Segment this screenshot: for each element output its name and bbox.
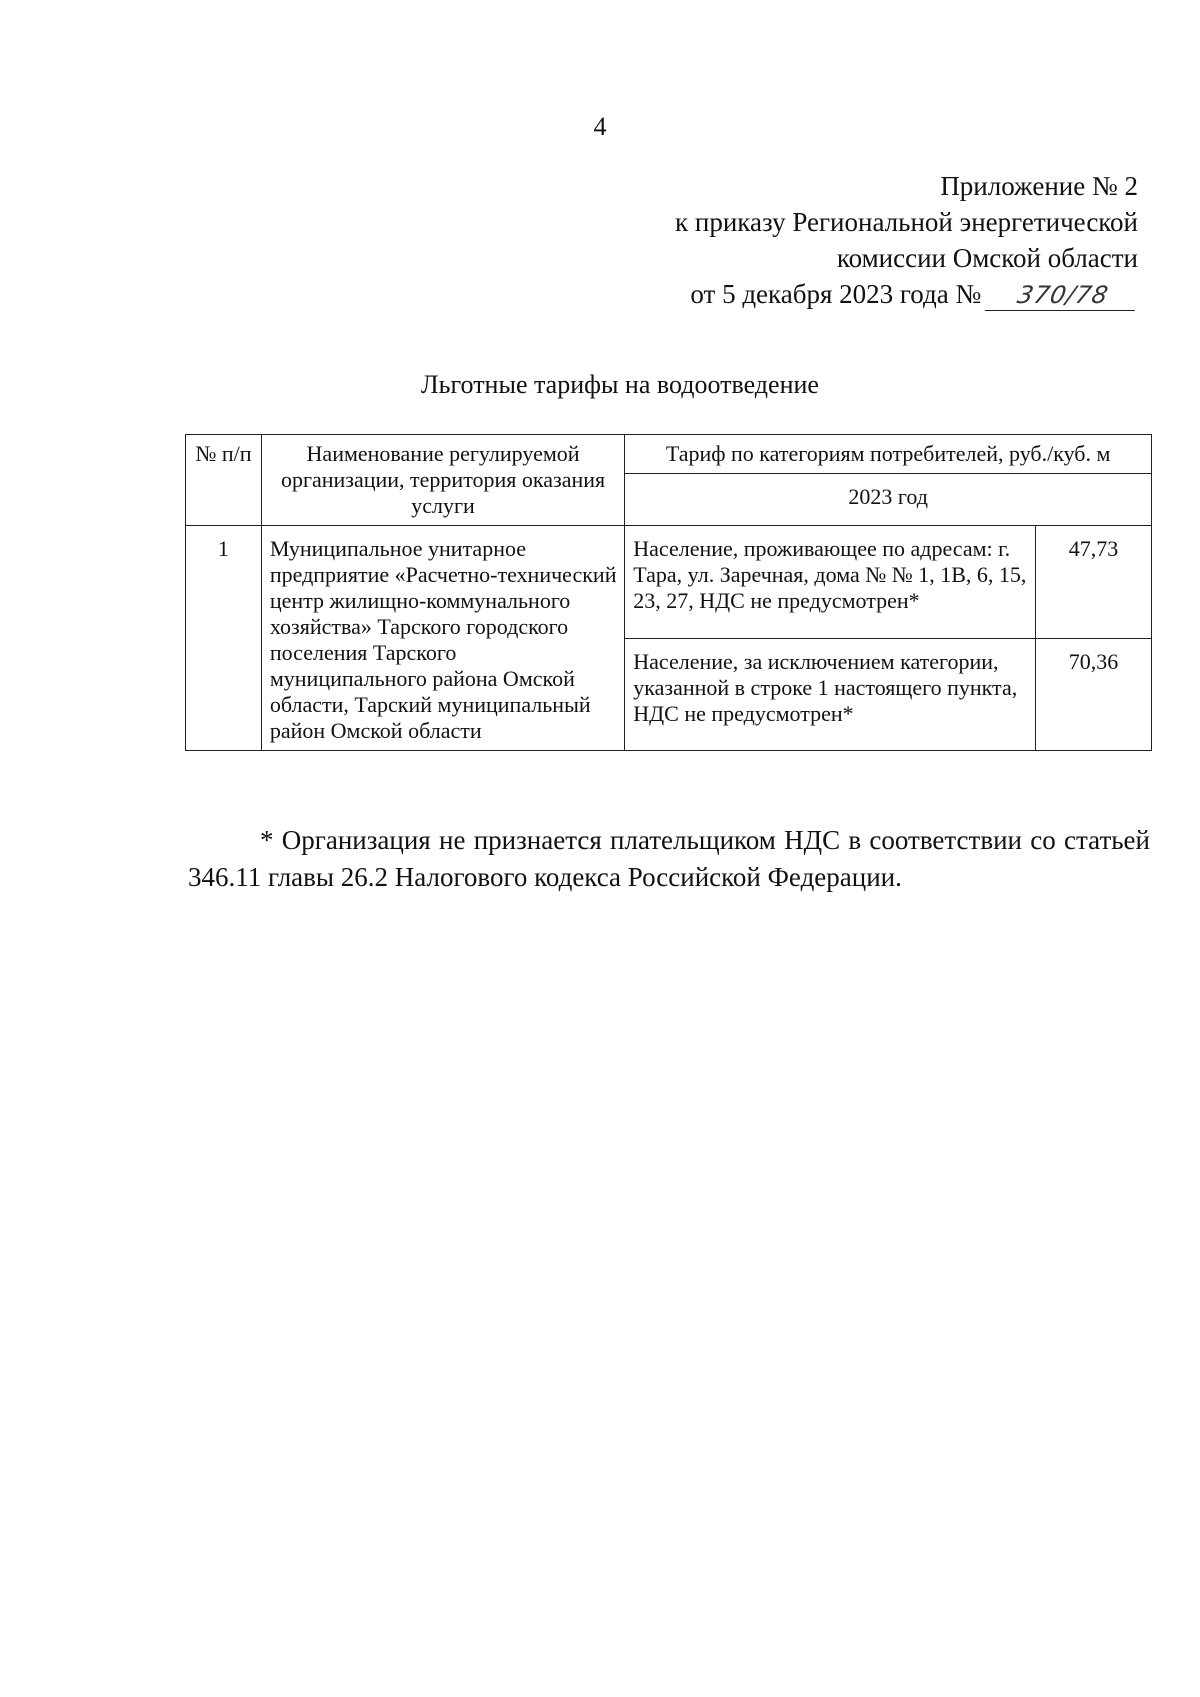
header-year: 2023 год <box>625 474 1152 526</box>
document-title: Льготные тарифы на водоотведение <box>421 370 819 399</box>
header-org: Наименование регулируемой организации, территория оказания услуги <box>261 435 624 526</box>
category-name: Население, проживающее по адресам: г. Тара, ул. Заречная, дома № № 1, 1В, 6, 15, 23, 27, НДС не предусмотрен* <box>625 526 1036 639</box>
category-value: 47,73 <box>1036 526 1152 639</box>
appendix-line-2: к приказу Региональной энергетической <box>675 207 1138 237</box>
appendix-line-1: Приложение № 2 <box>940 171 1138 201</box>
row-num: 1 <box>186 526 262 751</box>
category-value: 70,36 <box>1036 638 1152 751</box>
header-tariff: Тариф по категориям потребителей, руб./куб. м <box>625 435 1152 474</box>
category-name: Население, за исключением категории, указанной в строке 1 настоящего пункта, НДС не предусмотрен* <box>625 638 1036 751</box>
row-org: Муниципальное унитарное предприятие «Расчетно-технический центр жилищно-коммунального хозяйства» Тарского городского поселения Тарского муниципального района Омской области, Тарский муниципальный район Омской области <box>261 526 624 751</box>
appendix-block <box>578 168 1138 312</box>
order-date: от 5 декабря 2023 года № <box>690 279 982 309</box>
appendix-line-3: комиссии Омской области <box>836 243 1138 273</box>
table-row <box>186 526 1152 639</box>
footnote: * Организация не признается плательщиком НДС в соответствии со статьей 346.11 главы 26.2 Налогового кодекса Российской Федерации. <box>188 825 1150 892</box>
order-number: 370/78 <box>985 280 1142 311</box>
tariff-table <box>185 434 1152 751</box>
page-number: 4 <box>593 112 607 141</box>
appendix-line-4 <box>578 276 1138 312</box>
header-num: № п/п <box>186 435 262 526</box>
